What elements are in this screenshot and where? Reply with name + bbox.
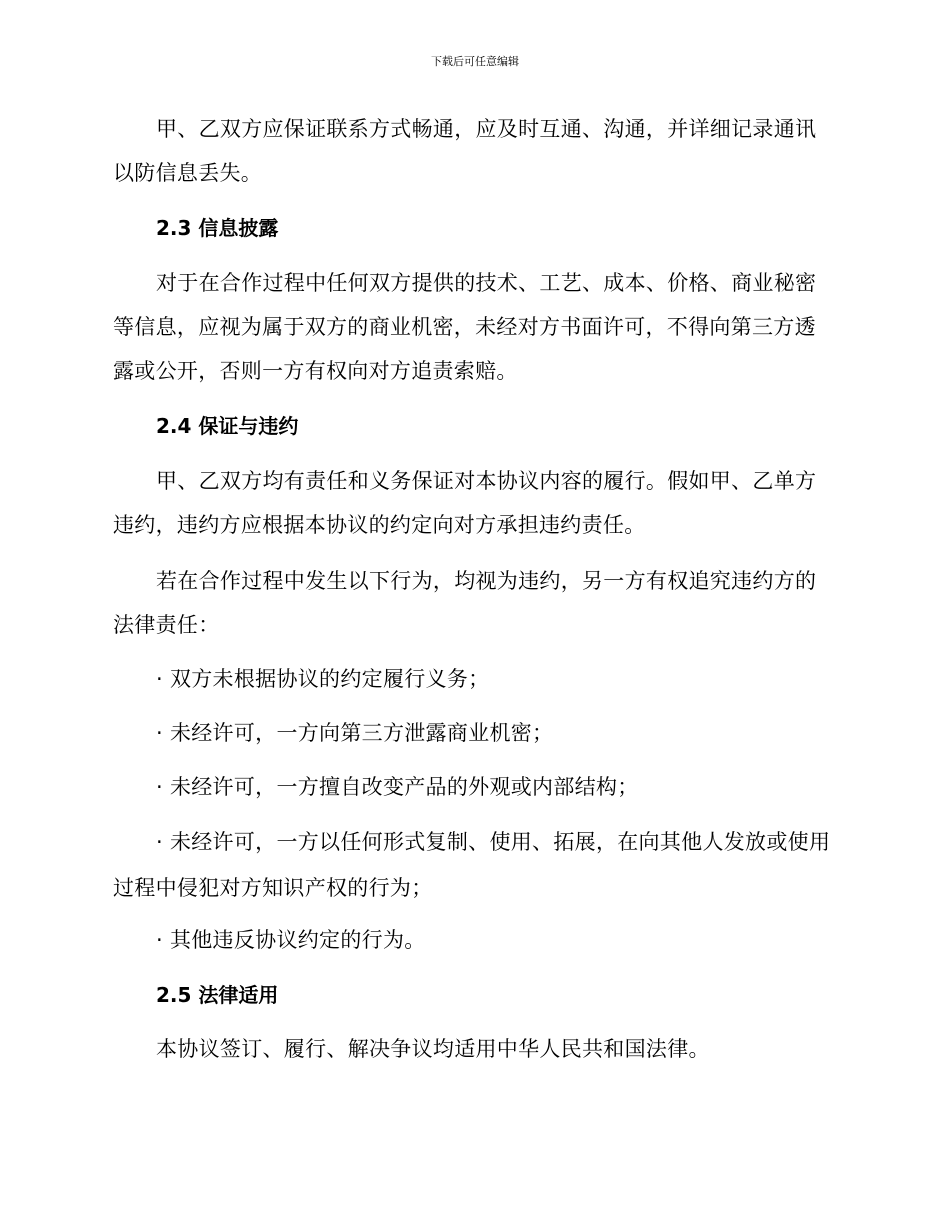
bullet-item: · 其他违反协议约定的行为。 <box>156 928 426 952</box>
paragraph-breach: 若在合作过程中发生以下行为，均视为违约，另一方有权追究违约方的法律责任： <box>113 569 817 637</box>
bullet-item: · 未经许可，一方向第三方泄露商业机密； <box>156 721 554 745</box>
paragraph-law: 本协议签订、履行、解决争议均适用中华人民共和国法律。 <box>156 1037 710 1061</box>
paragraph-contact: 甲、乙双方应保证联系方式畅通，应及时互通、沟通，并详细记录通讯以防信息丢失。 <box>113 117 817 185</box>
section-heading-2-5: 2.5 法律适用 <box>156 983 279 1007</box>
paragraph-guarantee: 甲、乙双方均有责任和义务保证对本协议内容的履行。假如甲、乙单方违约，违约方应根据本协议的约定向对方承担违约责任。 <box>113 469 817 537</box>
bullet-item: · 双方未根据协议的约定履行义务； <box>156 667 490 691</box>
section-heading-2-3: 2.3 信息披露 <box>156 216 279 240</box>
bullet-item: · 未经许可，一方以任何形式复制、使用、拓展，在向其他人发放或使用过程中侵犯对方知识产权的行为； <box>113 830 831 900</box>
section-heading-2-4: 2.4 保证与违约 <box>156 414 299 438</box>
bullet-item: · 未经许可，一方擅自改变产品的外观或内部结构； <box>156 775 639 799</box>
page-header: 下载后可任意编辑 <box>431 55 519 68</box>
paragraph-disclosure: 对于在合作过程中任何双方提供的技术、工艺、成本、价格、商业秘密等信息，应视为属于双方的商业机密，未经对方书面许可，不得向第三方透露或公开，否则一方有权向对方追责索赔。 <box>113 271 817 383</box>
